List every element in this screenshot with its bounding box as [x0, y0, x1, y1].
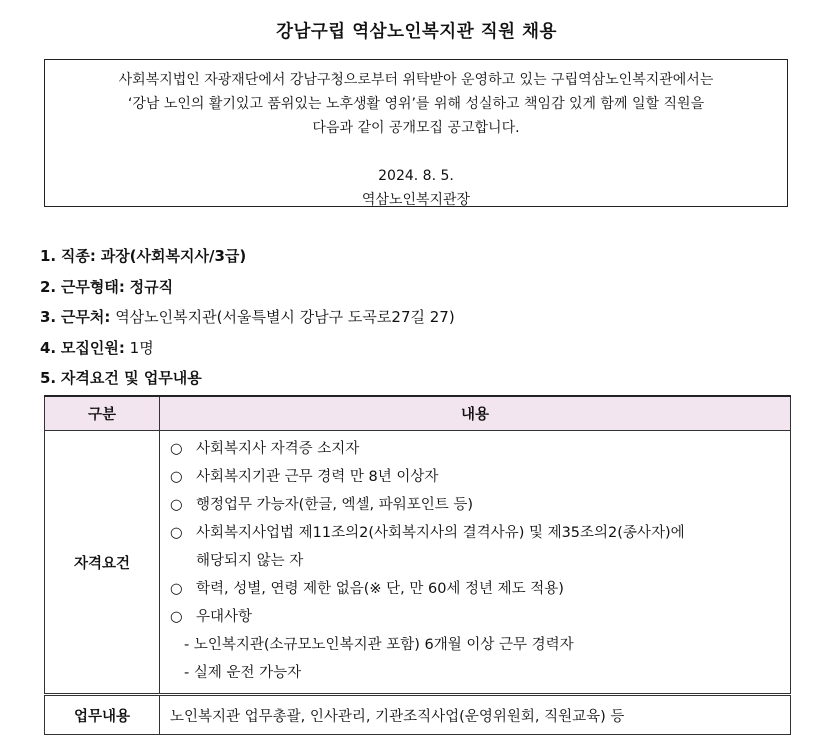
item-number: 1.	[40, 247, 57, 265]
list-item-text: 사회복지기관 근무 경력 만 8년 이상자	[196, 469, 439, 485]
table-row-qualifications	[45, 431, 791, 695]
requirements-table	[44, 395, 791, 735]
item-key: 근무형태:	[60, 277, 125, 296]
item-requirements	[40, 363, 455, 394]
circle-bullet-icon: ○	[170, 609, 183, 625]
circle-bullet-icon: ○	[170, 581, 183, 597]
sub-list-item: - 실제 운전 가능자	[184, 665, 302, 681]
qualifications-content	[160, 431, 791, 695]
column-header-category: 구분	[45, 396, 160, 431]
page-title: 강남구립 역삼노인복지관 직원 채용	[276, 22, 557, 42]
notice-line: 다음과 같이 공개모집 공고합니다.	[312, 120, 520, 136]
list-item	[170, 603, 780, 631]
item-number: 4.	[40, 338, 57, 357]
list-item	[170, 463, 780, 491]
item-key: 근무처:	[60, 308, 111, 326]
item-workplace	[40, 302, 455, 333]
notice-intro	[45, 60, 787, 140]
item-job-type	[40, 241, 455, 272]
item-key: 직종:	[60, 247, 96, 265]
circle-bullet-icon: ○	[170, 441, 183, 457]
qualifications-label: 자격요건	[45, 431, 160, 695]
list-item-text: 사회복지사업법 제11조의2(사회복지사의 결격사유) 및 제35조의2(종사자)에	[196, 525, 685, 541]
list-item-text: 사회복지사 자격증 소지자	[196, 441, 360, 457]
item-employment-type	[40, 272, 455, 303]
circle-bullet-icon: ○	[170, 525, 183, 541]
item-number: 5.	[40, 369, 57, 387]
circle-bullet-icon: ○	[170, 497, 183, 513]
item-key: 자격요건 및 업무내용	[60, 369, 202, 387]
list-item-text: 우대사항	[196, 609, 253, 625]
item-headcount	[40, 333, 455, 364]
list-item-text: 행정업무 가능자(한글, 엑셀, 파워포인트 등)	[196, 497, 474, 513]
notice-line: ‘강남 노인의 활기있고 품위있는 노후생활 영위’를 위해 성실하고 책임감 있게 함께 일할 직원을	[127, 96, 705, 112]
item-value: 과장(사회복지사/3급)	[100, 247, 247, 265]
item-value: 역삼노인복지관(서울특별시 강남구 도곡로27길 27)	[115, 308, 455, 326]
notice-box	[44, 59, 788, 207]
job-items	[40, 241, 455, 394]
circle-bullet-icon: ○	[170, 469, 183, 485]
item-number: 2.	[40, 277, 57, 296]
item-key: 모집인원:	[60, 338, 125, 357]
item-value: 정규직	[129, 277, 174, 296]
sub-list-item: - 노인복지관(소규모노인복지관 포함) 6개월 이상 근무 경력자	[184, 637, 574, 653]
table-row-duties	[45, 695, 791, 735]
list-item	[170, 435, 780, 463]
item-number: 3.	[40, 308, 57, 326]
notice-line: 사회복지법인 자광재단에서 강남구청으로부터 위탁받아 운영하고 있는 구립역삼노인복지관에서는	[118, 72, 714, 88]
column-header-content: 내용	[160, 396, 791, 431]
notice-signer: 역삼노인복지관장	[361, 192, 471, 208]
list-item	[170, 575, 780, 603]
list-item	[170, 491, 780, 519]
list-item-continuation: 해당되지 않는 자	[196, 553, 304, 569]
notice-date: 2024. 8. 5.	[378, 168, 454, 184]
duties-label: 업무내용	[45, 695, 160, 735]
list-item	[170, 519, 780, 547]
list-item-text: 학력, 성별, 연령 제한 없음(※ 단, 만 60세 정년 제도 적용)	[196, 581, 564, 597]
duties-content: 노인복지관 업무총괄, 인사관리, 기관조직사업(운영위원회, 직원교육) 등	[160, 695, 791, 735]
table-header-row	[45, 396, 791, 431]
item-value: 1명	[129, 338, 154, 357]
